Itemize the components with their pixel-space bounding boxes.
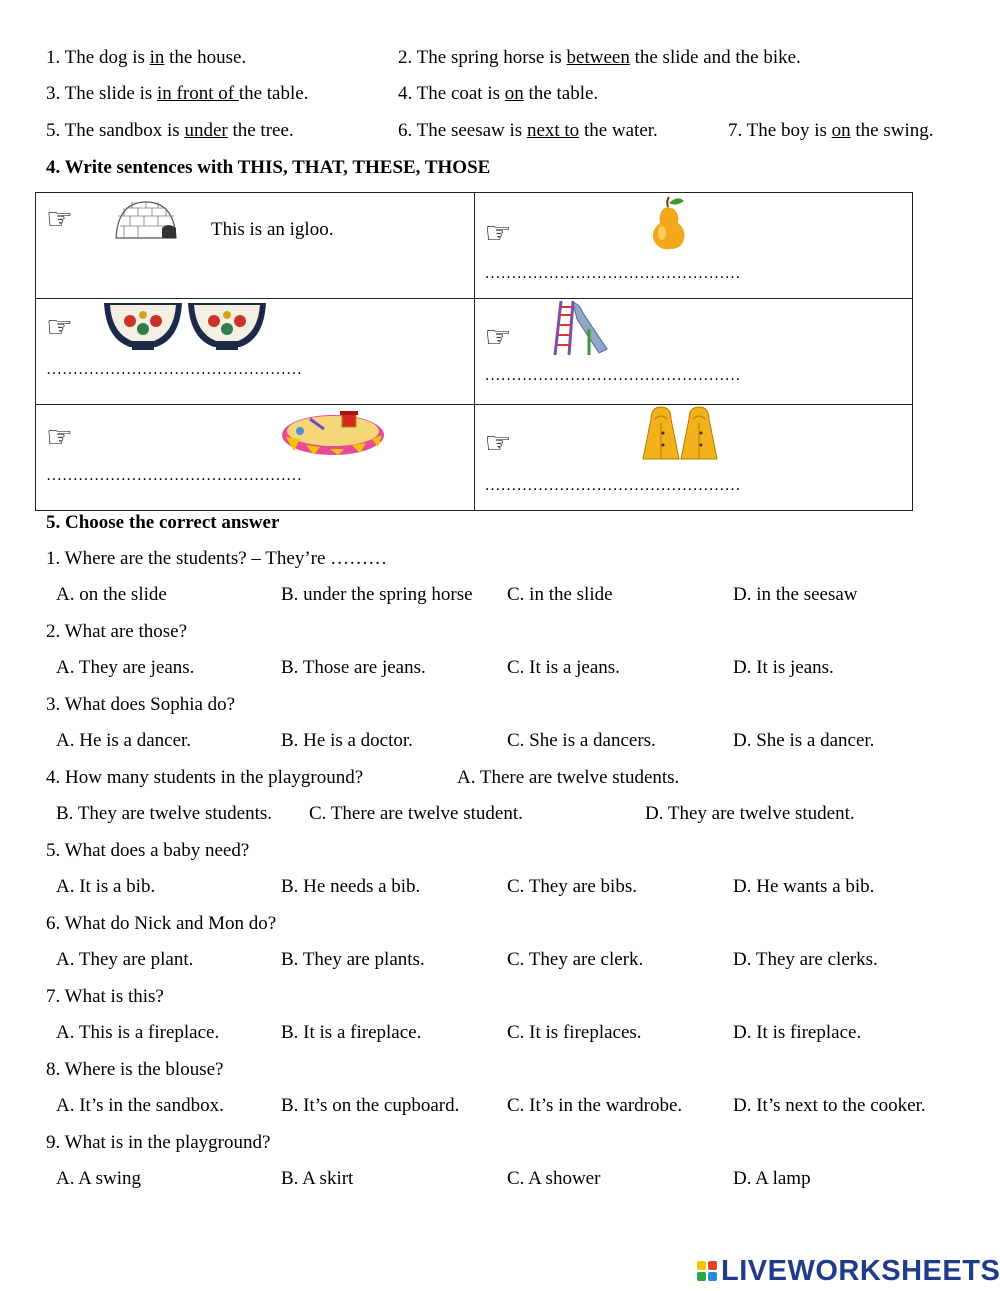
item-cell-pear <box>474 193 913 299</box>
bowls-icon <box>102 299 268 351</box>
question-4: 4. How many students in the playground? <box>46 767 364 788</box>
option-d[interactable]: D. They are clerks. <box>733 949 878 970</box>
option-a[interactable]: A. There are twelve students. <box>457 767 680 788</box>
logo-text: LIVEWORKSHEETS <box>721 1254 1000 1287</box>
logo-mark-icon <box>697 1261 717 1281</box>
question-8: 8. Where is the blouse? <box>46 1059 224 1080</box>
option-d[interactable]: D. It is jeans. <box>733 657 834 678</box>
option-a[interactable]: A. It is a bib. <box>56 876 156 897</box>
exercise-4-heading: 4. Write sentences with THIS, THAT, THESE, THOSE <box>46 157 491 178</box>
exercise-5-heading: 5. Choose the correct answer <box>46 512 280 533</box>
answer-blank[interactable]: ………………………………………… <box>484 477 741 494</box>
option-a[interactable]: A. It’s in the sandbox. <box>56 1095 224 1116</box>
option-c[interactable]: C. It’s in the wardrobe. <box>507 1095 683 1116</box>
pointing-hand-icon: ☞ <box>484 426 512 461</box>
option-b[interactable]: B. They are plants. <box>281 949 425 970</box>
option-b[interactable]: B. It is a fireplace. <box>281 1022 422 1043</box>
option-c[interactable]: C. They are clerk. <box>507 949 644 970</box>
pointing-hand-icon: ☞ <box>46 310 73 345</box>
sentence-1: 1. The dog is in the house. <box>46 47 247 68</box>
option-b[interactable]: B. They are twelve students. <box>56 803 272 824</box>
pointing-hand-icon: ☞ <box>484 320 512 355</box>
option-a[interactable]: A. on the slide <box>56 584 167 605</box>
question-2: 2. What are those? <box>46 621 188 642</box>
question-6: 6. What do Nick and Mon do? <box>46 913 277 934</box>
option-a[interactable]: A. He is a dancer. <box>56 730 192 751</box>
option-c[interactable]: C. She is a dancers. <box>507 730 656 751</box>
option-b[interactable]: B. under the spring horse <box>281 584 473 605</box>
question-5: 5. What does a baby need? <box>46 840 250 861</box>
option-b[interactable]: B. He needs a bib. <box>281 876 421 897</box>
pear-icon <box>646 195 692 251</box>
option-d[interactable]: D. She is a dancer. <box>733 730 875 751</box>
sentence-5: 5. The sandbox is under the tree. <box>46 120 294 141</box>
item-cell-sandbox <box>36 405 475 511</box>
item-cell-bowls <box>36 299 475 405</box>
sentence-4: 4. The coat is on the table. <box>398 83 599 104</box>
slide-icon <box>551 299 611 357</box>
option-a[interactable]: A. A swing <box>56 1168 141 1189</box>
option-d[interactable]: D. They are twelve student. <box>645 803 855 824</box>
option-c[interactable]: C. There are twelve student. <box>309 803 523 824</box>
igloo-icon <box>112 198 180 240</box>
option-b[interactable]: B. Those are jeans. <box>281 657 426 678</box>
option-c[interactable]: C. A shower <box>507 1168 601 1189</box>
option-b[interactable]: B. A skirt <box>281 1168 354 1189</box>
option-d[interactable]: D. He wants a bib. <box>733 876 875 897</box>
answer-blank[interactable]: ………………………………………… <box>484 367 741 384</box>
option-a[interactable]: A. They are jeans. <box>56 657 195 678</box>
option-d[interactable]: D. It’s next to the cooker. <box>733 1095 926 1116</box>
item-cell-slide <box>474 299 913 405</box>
question-7: 7. What is this? <box>46 986 164 1007</box>
option-b[interactable]: B. It’s on the cupboard. <box>281 1095 460 1116</box>
sentence-7: 7. The boy is on the swing. <box>728 120 934 141</box>
answer-blank[interactable]: ………………………………………… <box>46 361 302 378</box>
option-c[interactable]: C. They are bibs. <box>507 876 637 897</box>
sentence-6: 6. The seesaw is next to the water. <box>398 120 658 141</box>
item-cell-raincoats <box>474 405 913 511</box>
pointing-hand-icon: ☞ <box>484 216 512 251</box>
option-d[interactable]: D. It is fireplace. <box>733 1022 862 1043</box>
pointing-hand-icon: ☞ <box>46 420 73 455</box>
pointing-hand-icon: ☞ <box>46 202 73 237</box>
exercise-4-table <box>35 192 913 511</box>
option-d[interactable]: D. in the seesaw <box>733 584 858 605</box>
item-cell-igloo <box>36 193 475 299</box>
question-3: 3. What does Sophia do? <box>46 694 236 715</box>
option-c[interactable]: C. It is a jeans. <box>507 657 620 678</box>
question-1: 1. Where are the students? – They’re ……… <box>46 548 388 569</box>
option-a[interactable]: A. They are plant. <box>56 949 194 970</box>
raincoats-icon <box>641 405 721 463</box>
option-c[interactable]: C. It is fireplaces. <box>507 1022 642 1043</box>
example-answer: This is an igloo. <box>211 219 334 240</box>
sentence-2: 2. The spring horse is between the slide and the bike. <box>398 47 801 68</box>
liveworksheets-logo[interactable] <box>697 1254 1000 1288</box>
answer-blank[interactable]: ………………………………………… <box>484 265 741 282</box>
answer-blank[interactable]: ………………………………………… <box>46 467 302 484</box>
sandbox-icon <box>280 405 386 457</box>
option-a[interactable]: A. This is a fireplace. <box>56 1022 220 1043</box>
option-d[interactable]: D. A lamp <box>733 1168 811 1189</box>
option-c[interactable]: C. in the slide <box>507 584 613 605</box>
sentence-3: 3. The slide is in front of the table. <box>46 83 309 104</box>
option-b[interactable]: B. He is a doctor. <box>281 730 413 751</box>
question-9: 9. What is in the playground? <box>46 1132 271 1153</box>
